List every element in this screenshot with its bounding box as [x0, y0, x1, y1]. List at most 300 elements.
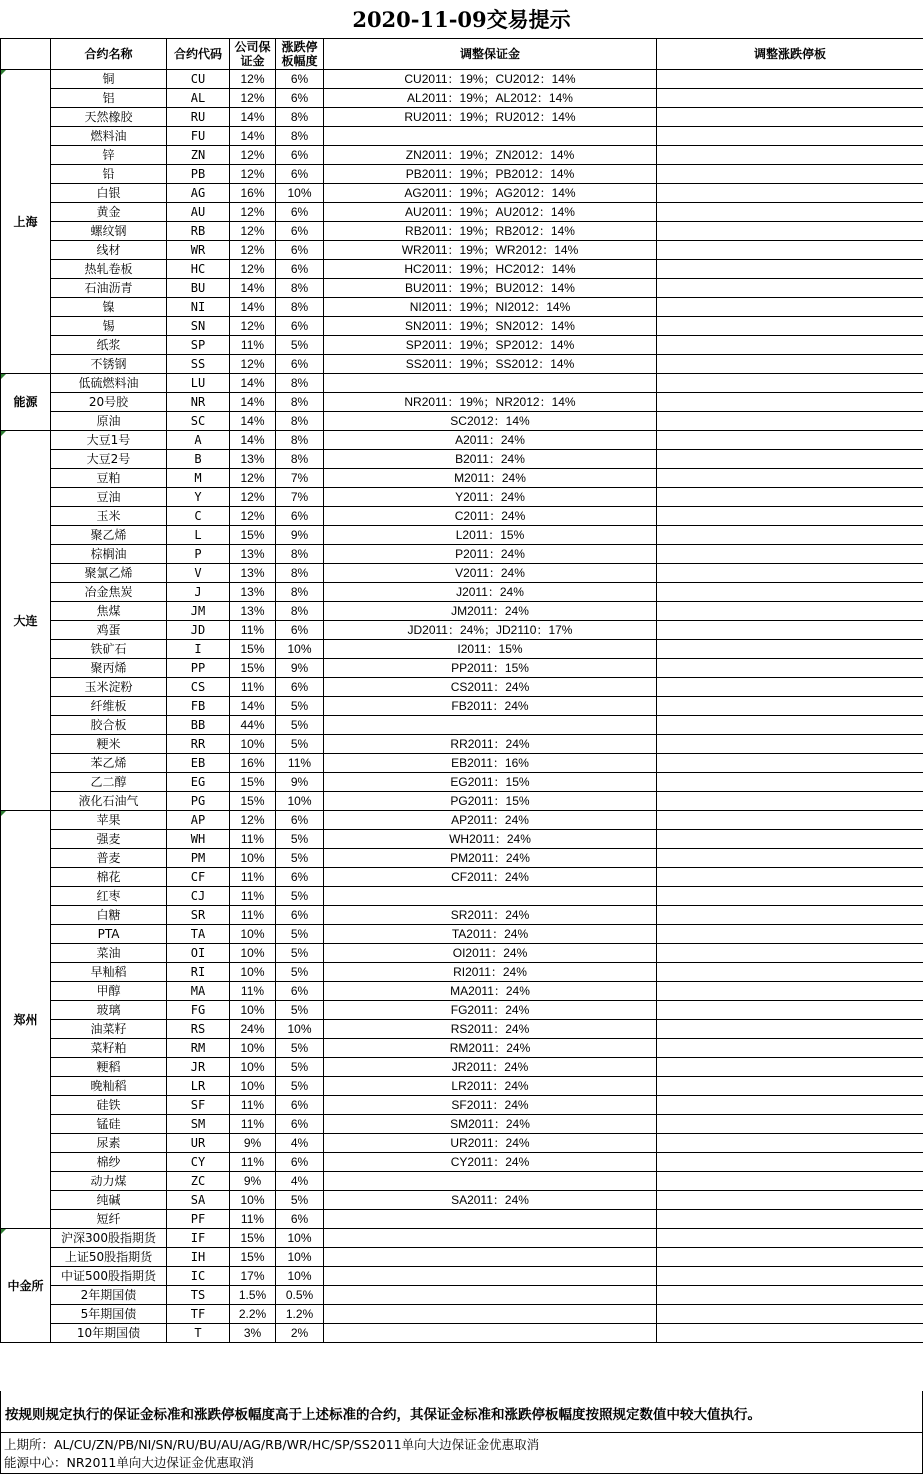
contract-code-cell: SA: [167, 1191, 230, 1210]
adjust-limit-cell: [657, 545, 923, 564]
adjust-margin-cell: EB2011：16%: [324, 754, 657, 773]
limit-cell: 5%: [276, 887, 324, 906]
table-row: [1, 982, 923, 1001]
limit-cell: 6%: [276, 70, 324, 89]
limit-cell: 8%: [276, 412, 324, 431]
contract-code-cell: EB: [167, 754, 230, 773]
footer-line-ine: 能源中心：NR2011单向大边保证金优惠取消: [4, 1455, 254, 1470]
adjust-limit-cell: [657, 1115, 923, 1134]
limit-cell: 8%: [276, 298, 324, 317]
exchange-label: 郑州: [13, 1012, 38, 1027]
contract-name-cell: 铜: [51, 70, 167, 89]
contract-name-cell: 铅: [51, 165, 167, 184]
table-row: [1, 127, 923, 146]
margin-cell: 14%: [230, 127, 276, 146]
contract-code-cell: CS: [167, 678, 230, 697]
table-row: [1, 564, 923, 583]
contract-name-cell: 尿素: [51, 1134, 167, 1153]
contract-code-cell: TS: [167, 1286, 230, 1305]
table-row: [1, 1115, 923, 1134]
table-row: [1, 1058, 923, 1077]
margin-cell: 12%: [230, 241, 276, 260]
adjust-margin-cell: WR2011：19%；WR2012：14%: [324, 241, 657, 260]
table-row: [1, 1229, 923, 1248]
contract-name-cell: 纤维板: [51, 697, 167, 716]
adjust-limit-cell: [657, 222, 923, 241]
header-limit: 涨跌停板幅度: [276, 39, 324, 70]
limit-cell: 10%: [276, 1020, 324, 1039]
adjust-margin-cell: WH2011：24%: [324, 830, 657, 849]
margin-cell: 12%: [230, 222, 276, 241]
contract-name-cell: 棕榈油: [51, 545, 167, 564]
margin-cell: 14%: [230, 697, 276, 716]
limit-cell: 5%: [276, 849, 324, 868]
contract-code-cell: J: [167, 583, 230, 602]
margin-cell: 13%: [230, 564, 276, 583]
adjust-margin-cell: HC2011：19%；HC2012：14%: [324, 260, 657, 279]
table-row: [1, 887, 923, 906]
limit-cell: 5%: [276, 1001, 324, 1020]
contract-name-cell: 纯碱: [51, 1191, 167, 1210]
adjust-margin-cell: [324, 716, 657, 735]
adjust-limit-cell: [657, 678, 923, 697]
adjust-margin-cell: Y2011：24%: [324, 488, 657, 507]
limit-cell: 5%: [276, 1077, 324, 1096]
header-exchange: [1, 39, 51, 70]
limit-cell: 8%: [276, 374, 324, 393]
footer-box: [0, 1432, 923, 1474]
limit-cell: 5%: [276, 1191, 324, 1210]
contract-name-cell: 玉米: [51, 507, 167, 526]
limit-cell: 6%: [276, 906, 324, 925]
table-row: [1, 678, 923, 697]
margin-cell: 12%: [230, 488, 276, 507]
limit-cell: 5%: [276, 336, 324, 355]
limit-cell: 5%: [276, 925, 324, 944]
adjust-margin-cell: CU2011：19%；CU2012：14%: [324, 70, 657, 89]
margin-cell: 12%: [230, 146, 276, 165]
contract-name-cell: 螺纹钢: [51, 222, 167, 241]
contract-name-cell: 聚丙烯: [51, 659, 167, 678]
margin-cell: 13%: [230, 602, 276, 621]
contract-name-cell: 动力煤: [51, 1172, 167, 1191]
adjust-limit-cell: [657, 298, 923, 317]
table-row: [1, 450, 923, 469]
contract-name-cell: 油菜籽: [51, 1020, 167, 1039]
margin-cell: 12%: [230, 165, 276, 184]
contract-name-cell: 聚氯乙烯: [51, 564, 167, 583]
adjust-margin-cell: EG2011：15%: [324, 773, 657, 792]
margin-cell: 11%: [230, 868, 276, 887]
limit-cell: 5%: [276, 1039, 324, 1058]
adjust-limit-cell: [657, 450, 923, 469]
table-row: [1, 1210, 923, 1229]
table-row: [1, 716, 923, 735]
adjust-margin-cell: SC2012：14%: [324, 412, 657, 431]
limit-cell: 6%: [276, 317, 324, 336]
table-row: [1, 222, 923, 241]
limit-cell: 6%: [276, 1210, 324, 1229]
adjust-margin-cell: CY2011：24%: [324, 1153, 657, 1172]
contract-name-cell: 苯乙烯: [51, 754, 167, 773]
adjust-margin-cell: RB2011：19%；RB2012：14%: [324, 222, 657, 241]
adjust-limit-cell: [657, 412, 923, 431]
margin-cell: 10%: [230, 1077, 276, 1096]
adjust-margin-cell: OI2011：24%: [324, 944, 657, 963]
contract-code-cell: SR: [167, 906, 230, 925]
table-row: [1, 469, 923, 488]
contract-name-cell: 红枣: [51, 887, 167, 906]
table-row: [1, 1020, 923, 1039]
table-row: [1, 963, 923, 982]
adjust-margin-cell: [324, 1267, 657, 1286]
adjust-limit-cell: [657, 1039, 923, 1058]
contract-name-cell: 短纤: [51, 1210, 167, 1229]
table-row: [1, 393, 923, 412]
contract-code-cell: CF: [167, 868, 230, 887]
adjust-limit-cell: [657, 735, 923, 754]
margin-cell: 14%: [230, 393, 276, 412]
contract-code-cell: AL: [167, 89, 230, 108]
margin-cell: 10%: [230, 735, 276, 754]
adjust-limit-cell: [657, 165, 923, 184]
contract-code-cell: IC: [167, 1267, 230, 1286]
contract-name-cell: 5年期国债: [51, 1305, 167, 1324]
adjust-limit-cell: [657, 906, 923, 925]
contract-code-cell: IF: [167, 1229, 230, 1248]
limit-cell: 6%: [276, 1153, 324, 1172]
margin-cell: 12%: [230, 507, 276, 526]
adjust-margin-cell: JR2011：24%: [324, 1058, 657, 1077]
table-row: [1, 1153, 923, 1172]
margin-cell: 9%: [230, 1134, 276, 1153]
contract-code-cell: C: [167, 507, 230, 526]
table-row: [1, 925, 923, 944]
table-row: [1, 659, 923, 678]
adjust-limit-cell: [657, 1096, 923, 1115]
contract-code-cell: WH: [167, 830, 230, 849]
margin-cell: 15%: [230, 1248, 276, 1267]
adjust-limit-cell: [657, 1020, 923, 1039]
contract-code-cell: RR: [167, 735, 230, 754]
adjust-margin-cell: CS2011：24%: [324, 678, 657, 697]
contract-code-cell: AU: [167, 203, 230, 222]
limit-cell: 9%: [276, 659, 324, 678]
limit-cell: 8%: [276, 393, 324, 412]
contract-name-cell: 低硫燃料油: [51, 374, 167, 393]
adjust-limit-cell: [657, 70, 923, 89]
contract-code-cell: FG: [167, 1001, 230, 1020]
adjust-limit-cell: [657, 773, 923, 792]
adjust-limit-cell: [657, 374, 923, 393]
adjust-margin-cell: UR2011：24%: [324, 1134, 657, 1153]
adjust-margin-cell: SS2011：19%；SS2012：14%: [324, 355, 657, 374]
contract-code-cell: RI: [167, 963, 230, 982]
contract-name-cell: 菜籽粕: [51, 1039, 167, 1058]
table-row: [1, 640, 923, 659]
adjust-margin-cell: J2011：24%: [324, 583, 657, 602]
contract-name-cell: 胶合板: [51, 716, 167, 735]
contract-code-cell: BU: [167, 279, 230, 298]
adjust-limit-cell: [657, 659, 923, 678]
contract-name-cell: 不锈钢: [51, 355, 167, 374]
limit-cell: 7%: [276, 488, 324, 507]
margin-cell: 12%: [230, 811, 276, 830]
limit-cell: 8%: [276, 583, 324, 602]
limit-cell: 5%: [276, 735, 324, 754]
contract-name-cell: 2年期国债: [51, 1286, 167, 1305]
adjust-margin-cell: SP2011：19%；SP2012：14%: [324, 336, 657, 355]
table-row: [1, 754, 923, 773]
contract-name-cell: 20号胶: [51, 393, 167, 412]
table-row: [1, 735, 923, 754]
margin-cell: 11%: [230, 336, 276, 355]
adjust-limit-cell: [657, 260, 923, 279]
contract-code-cell: NR: [167, 393, 230, 412]
margin-cell: 10%: [230, 963, 276, 982]
adjust-limit-cell: [657, 279, 923, 298]
table-row: [1, 1324, 923, 1343]
header-margin: 公司保证金: [230, 39, 276, 70]
margin-cell: 14%: [230, 431, 276, 450]
table-row: [1, 108, 923, 127]
trading-table: [0, 38, 923, 1343]
margin-cell: 15%: [230, 773, 276, 792]
contract-name-cell: 铝: [51, 89, 167, 108]
contract-name-cell: 焦煤: [51, 602, 167, 621]
contract-name-cell: 玻璃: [51, 1001, 167, 1020]
limit-cell: 6%: [276, 222, 324, 241]
adjust-limit-cell: [657, 602, 923, 621]
table-row: [1, 1286, 923, 1305]
adjust-limit-cell: [657, 1305, 923, 1324]
table-row: [1, 1248, 923, 1267]
contract-code-cell: PG: [167, 792, 230, 811]
limit-cell: 10%: [276, 640, 324, 659]
adjust-limit-cell: [657, 792, 923, 811]
contract-code-cell: NI: [167, 298, 230, 317]
adjust-limit-cell: [657, 982, 923, 1001]
margin-cell: 12%: [230, 469, 276, 488]
limit-cell: 10%: [276, 1267, 324, 1286]
contract-name-cell: 强麦: [51, 830, 167, 849]
adjust-limit-cell: [657, 754, 923, 773]
adjust-margin-cell: A2011：24%: [324, 431, 657, 450]
contract-name-cell: 棉纱: [51, 1153, 167, 1172]
page-title: 2020-11-09交易提示: [352, 7, 571, 32]
header-adjust-limit: 调整涨跌停板: [657, 39, 923, 70]
margin-cell: 12%: [230, 260, 276, 279]
adjust-limit-cell: [657, 1324, 923, 1343]
margin-cell: 15%: [230, 1229, 276, 1248]
adjust-limit-cell: [657, 1172, 923, 1191]
adjust-margin-cell: JD2011：24%；JD2110：17%: [324, 621, 657, 640]
adjust-limit-cell: [657, 1077, 923, 1096]
contract-name-cell: 玉米淀粉: [51, 678, 167, 697]
margin-cell: 15%: [230, 640, 276, 659]
table-row: [1, 184, 923, 203]
contract-code-cell: A: [167, 431, 230, 450]
margin-cell: 10%: [230, 1191, 276, 1210]
contract-code-cell: I: [167, 640, 230, 659]
contract-name-cell: 纸浆: [51, 336, 167, 355]
contract-code-cell: SM: [167, 1115, 230, 1134]
adjust-limit-cell: [657, 811, 923, 830]
limit-cell: 6%: [276, 203, 324, 222]
contract-code-cell: TA: [167, 925, 230, 944]
adjust-margin-cell: [324, 1172, 657, 1191]
contract-name-cell: 锰硅: [51, 1115, 167, 1134]
adjust-margin-cell: SM2011：24%: [324, 1115, 657, 1134]
contract-name-cell: 黄金: [51, 203, 167, 222]
margin-cell: 14%: [230, 279, 276, 298]
adjust-margin-cell: AG2011：19%；AG2012：14%: [324, 184, 657, 203]
table-row: [1, 1039, 923, 1058]
margin-cell: 12%: [230, 317, 276, 336]
adjust-limit-cell: [657, 127, 923, 146]
adjust-limit-cell: [657, 640, 923, 659]
limit-cell: 5%: [276, 716, 324, 735]
margin-cell: 1.5%: [230, 1286, 276, 1305]
adjust-margin-cell: FG2011：24%: [324, 1001, 657, 1020]
table-row: [1, 165, 923, 184]
table-row: [1, 336, 923, 355]
table-row: [1, 1267, 923, 1286]
table-row: [1, 70, 923, 89]
contract-name-cell: 菜油: [51, 944, 167, 963]
margin-cell: 11%: [230, 887, 276, 906]
limit-cell: 6%: [276, 982, 324, 1001]
adjust-limit-cell: [657, 849, 923, 868]
exchange-label: 中金所: [7, 1278, 44, 1293]
adjust-limit-cell: [657, 317, 923, 336]
contract-name-cell: 沪深300股指期货: [51, 1229, 167, 1248]
limit-cell: 4%: [276, 1172, 324, 1191]
adjust-margin-cell: RS2011：24%: [324, 1020, 657, 1039]
contract-code-cell: Y: [167, 488, 230, 507]
limit-cell: 10%: [276, 1248, 324, 1267]
table-row: [1, 1134, 923, 1153]
adjust-margin-cell: CF2011：24%: [324, 868, 657, 887]
margin-cell: 3%: [230, 1324, 276, 1343]
adjust-margin-cell: TA2011：24%: [324, 925, 657, 944]
contract-code-cell: RS: [167, 1020, 230, 1039]
adjust-limit-cell: [657, 1001, 923, 1020]
margin-cell: 16%: [230, 184, 276, 203]
adjust-limit-cell: [657, 89, 923, 108]
table-row: [1, 697, 923, 716]
table-row: [1, 849, 923, 868]
margin-cell: 15%: [230, 792, 276, 811]
contract-code-cell: V: [167, 564, 230, 583]
header-row: [1, 39, 923, 70]
adjust-limit-cell: [657, 621, 923, 640]
adjust-margin-cell: [324, 374, 657, 393]
margin-cell: 11%: [230, 678, 276, 697]
table-row: [1, 146, 923, 165]
table-row: [1, 811, 923, 830]
margin-cell: 9%: [230, 1172, 276, 1191]
table-row: [1, 583, 923, 602]
limit-cell: 6%: [276, 241, 324, 260]
table-row: [1, 1077, 923, 1096]
margin-cell: 10%: [230, 849, 276, 868]
adjust-margin-cell: V2011：24%: [324, 564, 657, 583]
adjust-margin-cell: PB2011：19%；PB2012：14%: [324, 165, 657, 184]
limit-cell: 7%: [276, 469, 324, 488]
contract-code-cell: SC: [167, 412, 230, 431]
limit-cell: 8%: [276, 545, 324, 564]
margin-cell: 12%: [230, 89, 276, 108]
limit-cell: 6%: [276, 868, 324, 887]
limit-cell: 8%: [276, 127, 324, 146]
adjust-limit-cell: [657, 241, 923, 260]
header-code: 合约代码: [167, 39, 230, 70]
margin-cell: 14%: [230, 412, 276, 431]
contract-name-cell: 石油沥青: [51, 279, 167, 298]
adjust-limit-cell: [657, 1229, 923, 1248]
adjust-limit-cell: [657, 108, 923, 127]
limit-cell: 6%: [276, 260, 324, 279]
margin-cell: 12%: [230, 70, 276, 89]
adjust-limit-cell: [657, 925, 923, 944]
table-row: [1, 279, 923, 298]
exchange-cell: [1, 374, 51, 431]
adjust-limit-cell: [657, 963, 923, 982]
table-body: [1, 70, 923, 1343]
table-row: [1, 89, 923, 108]
corner-marker-icon: [1, 70, 6, 75]
contract-code-cell: RU: [167, 108, 230, 127]
margin-cell: 11%: [230, 1210, 276, 1229]
margin-cell: 24%: [230, 1020, 276, 1039]
adjust-margin-cell: [324, 127, 657, 146]
margin-cell: 13%: [230, 450, 276, 469]
limit-cell: 8%: [276, 108, 324, 127]
contract-code-cell: PF: [167, 1210, 230, 1229]
limit-cell: 6%: [276, 1115, 324, 1134]
contract-code-cell: MA: [167, 982, 230, 1001]
contract-code-cell: HC: [167, 260, 230, 279]
adjust-limit-cell: [657, 488, 923, 507]
adjust-margin-cell: [324, 1305, 657, 1324]
contract-name-cell: 中证500股指期货: [51, 1267, 167, 1286]
adjust-limit-cell: [657, 887, 923, 906]
margin-cell: 10%: [230, 944, 276, 963]
limit-cell: 5%: [276, 830, 324, 849]
limit-cell: 10%: [276, 1229, 324, 1248]
adjust-margin-cell: SF2011：24%: [324, 1096, 657, 1115]
adjust-limit-cell: [657, 1267, 923, 1286]
limit-cell: 9%: [276, 773, 324, 792]
adjust-margin-cell: AP2011：24%: [324, 811, 657, 830]
contract-code-cell: ZN: [167, 146, 230, 165]
margin-cell: 10%: [230, 1058, 276, 1077]
table-row: [1, 507, 923, 526]
contract-code-cell: L: [167, 526, 230, 545]
adjust-margin-cell: NR2011：19%；NR2012：14%: [324, 393, 657, 412]
contract-name-cell: 聚乙烯: [51, 526, 167, 545]
adjust-margin-cell: L2011：15%: [324, 526, 657, 545]
contract-code-cell: ZC: [167, 1172, 230, 1191]
exchange-label: 大连: [13, 613, 38, 628]
limit-cell: 5%: [276, 697, 324, 716]
adjust-margin-cell: RR2011：24%: [324, 735, 657, 754]
contract-name-cell: 大豆1号: [51, 431, 167, 450]
contract-code-cell: TF: [167, 1305, 230, 1324]
margin-cell: 14%: [230, 108, 276, 127]
adjust-margin-cell: MA2011：24%: [324, 982, 657, 1001]
